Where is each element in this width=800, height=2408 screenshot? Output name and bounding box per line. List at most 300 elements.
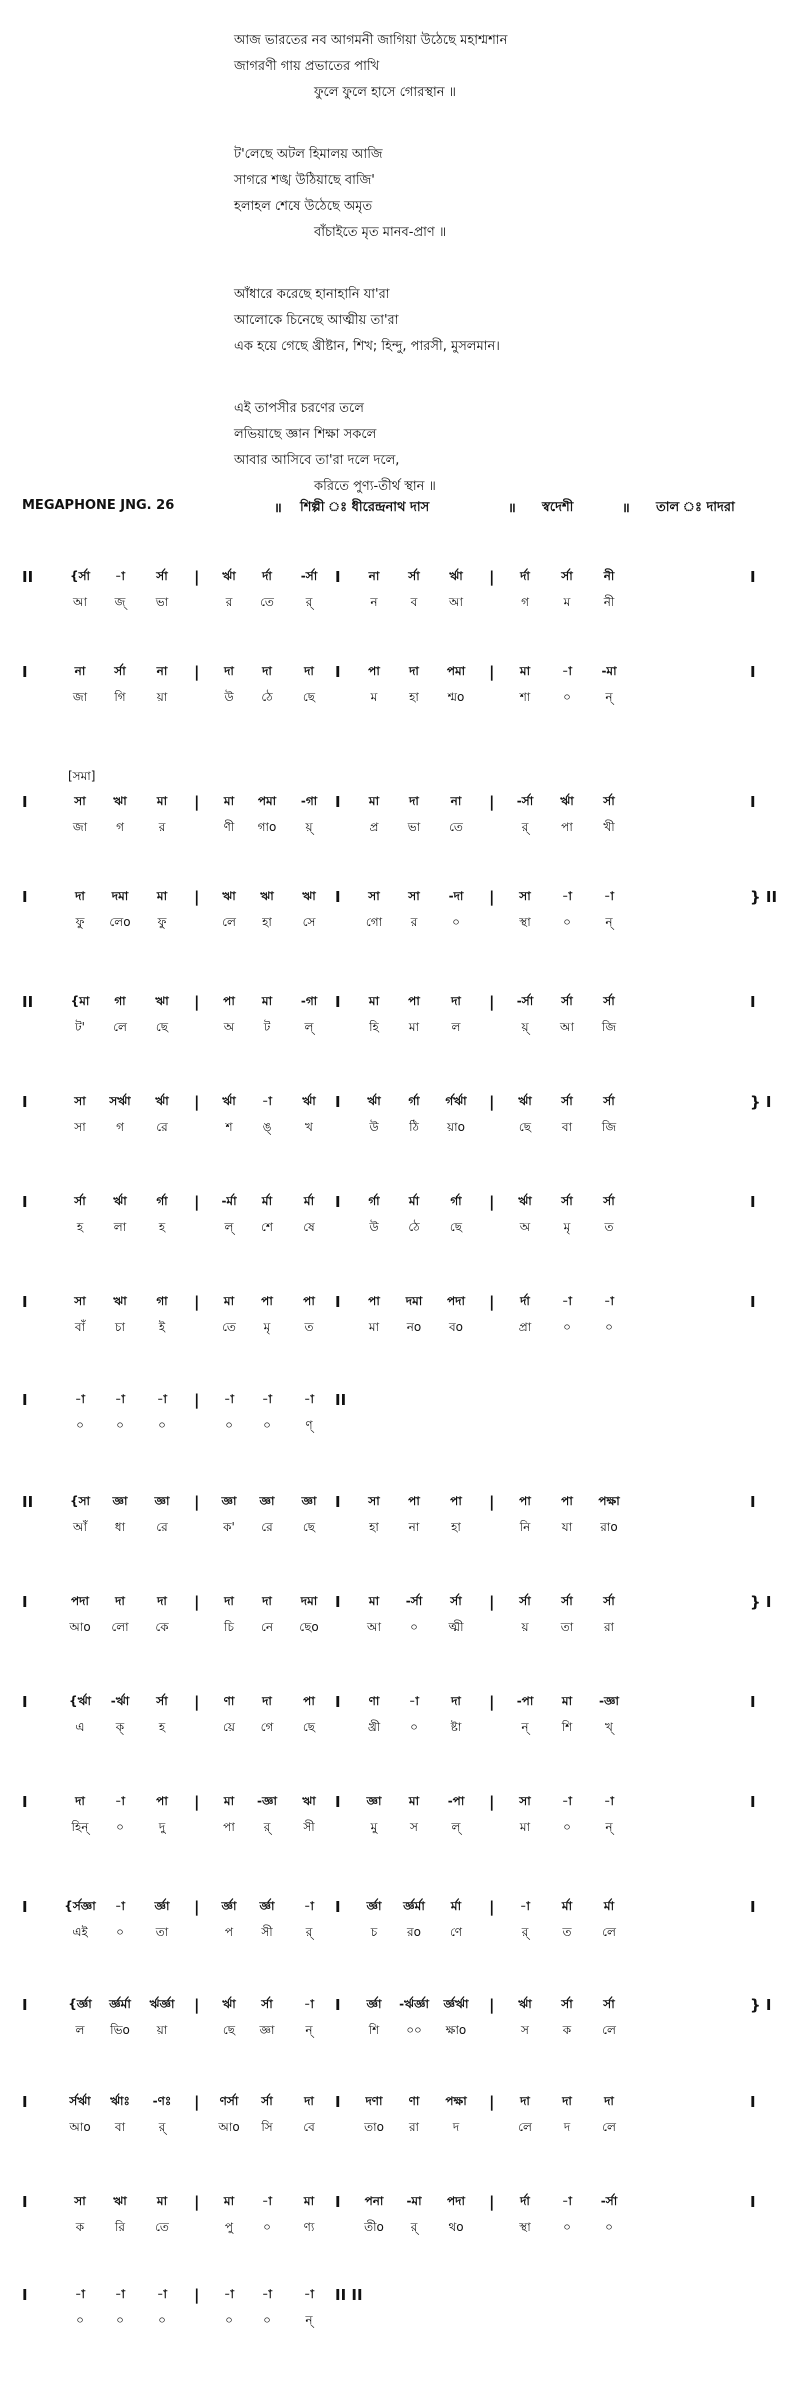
swara-note: র্সা (74, 1194, 86, 1208)
lyric-syllable: র্ (521, 1925, 529, 1939)
swara-note: জ্ঞা (366, 1794, 382, 1808)
lyric-syllable: ল্ (224, 1220, 234, 1234)
lyric-syllable: লে (602, 2120, 616, 2134)
barline: I (335, 1693, 341, 1711)
swara-note: -া (604, 1294, 614, 1308)
record-number: MEGAPHONE JNG. 26 (22, 498, 175, 513)
lyric-syllable: ক (562, 2023, 572, 2037)
swara-note: -া (115, 1392, 125, 1406)
swara-note: পা (408, 1494, 420, 1508)
lyric-syllable: লা (113, 1220, 127, 1234)
lyric-syllable: নী (603, 595, 615, 609)
swara-note: দা (157, 1594, 167, 1608)
lyric-syllable: আ (73, 595, 87, 609)
poem-line: লভিয়াছে জ্ঞান শিক্ষা সকলে (234, 427, 377, 442)
lyric-syllable: উ (369, 1120, 379, 1134)
lyric-syllable: চা (115, 1320, 125, 1334)
swara-note: পদা (447, 1294, 465, 1308)
swara-note: পা (368, 1294, 380, 1308)
poem-line: আলোকে চিনেছে আত্মীয় তা'রা (234, 313, 399, 328)
swara-note: -া (262, 2287, 272, 2301)
swara-note: দমা (300, 1594, 318, 1608)
swara-note: দা (262, 1594, 272, 1608)
lyric-syllable: ভা (407, 820, 421, 834)
beat-divider: | (489, 1693, 495, 1711)
swara-note: র্জ্ঞর্মা (403, 1899, 425, 1913)
beat-divider: | (489, 993, 495, 1011)
notation-row (22, 2283, 782, 2347)
lyric-syllable: ক' (223, 1520, 235, 1534)
swara-note: সা (408, 889, 420, 903)
barline-end: I (750, 1193, 756, 1211)
notation-row (22, 1895, 782, 1959)
poem-line: এই তাপসীর চরণের তলে (234, 401, 364, 416)
swara-note: ঋা (113, 794, 127, 808)
lyric-syllable: ভিo (110, 2023, 130, 2037)
notation-row (22, 990, 782, 1054)
lyric-syllable: ০ (605, 1320, 613, 1334)
lyric-syllable: নo (406, 1320, 422, 1334)
lyric-syllable: ছে (518, 1120, 532, 1134)
lyric-syllable: ন্ (305, 2313, 313, 2327)
beat-divider: | (489, 1293, 495, 1311)
beat-divider: | (489, 1793, 495, 1811)
lyric-syllable: গি (114, 690, 126, 704)
lyric-syllable: ছেo (299, 1620, 319, 1634)
lyric-syllable: ট (263, 1020, 271, 1034)
lyric-syllable: সী (261, 1925, 273, 1939)
swara-note: দা (451, 1694, 461, 1708)
swara-note: র্গা (450, 1194, 462, 1208)
swara-note: র্ঋর্জ্ঞা (149, 1997, 175, 2011)
barline: I (335, 568, 341, 586)
swara-note: মা (156, 2194, 168, 2208)
barline-end: I (750, 2093, 756, 2111)
barline-end: I (750, 1793, 756, 1811)
swara-note: দা (262, 1694, 272, 1708)
lyric-syllable: ণ্য (303, 2220, 315, 2234)
beat-divider: | (489, 2093, 495, 2111)
barline: I (335, 2193, 341, 2211)
lyric-syllable: খ্রী (367, 1720, 381, 1734)
lyric-syllable: ০ (116, 1820, 124, 1834)
poem-line: জাগরণী গায় প্রভাতের পাখি (234, 59, 380, 74)
barline-start: I (22, 1193, 28, 1211)
swara-note: জ্ঞা (112, 1494, 128, 1508)
lyric-syllable: ছে (302, 1520, 316, 1534)
swara-note: মা (561, 1694, 573, 1708)
lyric-syllable: ছে (302, 1720, 316, 1734)
poem-stanza (234, 396, 654, 500)
poem-line: আবার আসিবে তা'রা দলে দলে, (234, 453, 400, 468)
poem-line: সাগরে শঙ্খ উঠিয়াছে বাজি' (234, 173, 375, 188)
swara-note: র্গা (368, 1194, 380, 1208)
lyric-syllable: ণে (449, 1925, 463, 1939)
barline-end: I (750, 1493, 756, 1511)
lyric-syllable: গো (365, 915, 383, 929)
swara-note: {সা (70, 1494, 90, 1508)
swara-note: -া (604, 1794, 614, 1808)
swara-note: র্সা (114, 664, 126, 678)
swara-note: দা (224, 1594, 234, 1608)
lyric-syllable: ল (451, 1020, 461, 1034)
poem-line: হলাহল শেষে উঠেছে অমৃত (234, 199, 373, 214)
barline-start: I (22, 793, 28, 811)
swara-note: মা (156, 889, 168, 903)
beat-divider: | (489, 1898, 495, 1916)
lyric-syllable: রাo (600, 1520, 618, 1534)
swara-note: র্জ্ঞর্মা (109, 1997, 131, 2011)
lyric-syllable: তে (449, 820, 463, 834)
swara-note: র্দা (520, 2194, 530, 2208)
barline-start: I (22, 2193, 28, 2211)
lyric-syllable: পা (223, 1820, 235, 1834)
swara-note: -া (604, 889, 614, 903)
lyric-syllable: ০ (225, 2313, 233, 2327)
lyric-syllable: প্র (369, 820, 379, 834)
swara-note: -ণঃ (152, 2094, 172, 2108)
swara-note: জ্ঞা (154, 1494, 170, 1508)
barline-end: I (750, 2193, 756, 2211)
swara-note: -া (75, 2287, 85, 2301)
lyric-syllable: পু (224, 2220, 234, 2234)
lyric-syllable: র (225, 595, 233, 609)
lyric-syllable: ন্ (521, 1720, 529, 1734)
swara-note: সা (519, 889, 531, 903)
swara-note: পা (450, 1494, 462, 1508)
swara-note: না (74, 664, 86, 678)
lyric-syllable: ত (604, 1220, 614, 1234)
beat-divider: | (194, 993, 200, 1011)
swara-note: র্মা (303, 1194, 315, 1208)
lyric-syllable: না (408, 1520, 420, 1534)
lyric-syllable: রে (261, 1520, 273, 1534)
swara-note: -া (262, 1392, 272, 1406)
swara-note: র্সা (519, 1594, 531, 1608)
lyric-syllable: লে (222, 915, 236, 929)
lyric-syllable: রি (114, 2220, 126, 2234)
lyric-syllable: ক (75, 2220, 85, 2234)
swara-note: দমা (111, 889, 129, 903)
beat-divider: | (194, 888, 200, 906)
poem-stanza (234, 142, 654, 246)
lyric-syllable: ষে (303, 1220, 315, 1234)
lyric-syllable: ০ (158, 1418, 166, 1432)
swara-note: র্জ্ঞা (259, 1899, 275, 1913)
swara-note: র্গা (408, 1094, 420, 1108)
barline: I (335, 1293, 341, 1311)
lyric-syllable: ০ (563, 690, 571, 704)
lyric-syllable: খী (603, 820, 615, 834)
swara-note: -া (562, 889, 572, 903)
swara-note: র্ঋা (222, 1997, 236, 2011)
lyric-syllable: সি (261, 2120, 273, 2134)
lyric-syllable: ষ্টা (450, 1720, 462, 1734)
lyric-syllable: ০ (158, 2313, 166, 2327)
notation-row (22, 565, 782, 629)
swara-note: মা (368, 1594, 380, 1608)
swara-note: সা (368, 1494, 380, 1508)
swara-note: জ্ঞা (301, 1494, 317, 1508)
lyric-syllable: য়্ (521, 1020, 529, 1034)
lyric-syllable: ছে (155, 1020, 169, 1034)
swara-note: -া (115, 569, 125, 583)
swara-note: দা (604, 2094, 614, 2108)
swara-note: মা (223, 1294, 235, 1308)
lyric-syllable: ০ (410, 1620, 418, 1634)
lyric-syllable: হা (369, 1520, 379, 1534)
swara-note: মা (303, 2194, 315, 2208)
barline-end: } I (750, 1093, 772, 1111)
lyric-syllable: র্ (305, 595, 313, 609)
lyric-syllable: ট' (75, 1020, 85, 1034)
lyric-syllable: বা (561, 1120, 573, 1134)
beat-divider: | (489, 2193, 495, 2211)
swara-note: -পা (516, 1694, 534, 1708)
barline-start: II (22, 568, 34, 586)
lyric-syllable: তা (155, 1925, 169, 1939)
swara-note: দা (409, 794, 419, 808)
lyric-syllable: ০ (563, 1820, 571, 1834)
swara-note: র্ঋা (113, 1194, 127, 1208)
lyric-syllable: আo (69, 2120, 91, 2134)
swara-note: দা (409, 664, 419, 678)
lyric-syllable: জি (601, 1120, 617, 1134)
swara-note: র্ঋা (222, 569, 236, 583)
barline: I (335, 1093, 341, 1111)
lyric-syllable: র্ (263, 1820, 271, 1834)
lyric-syllable: ফু (157, 915, 167, 929)
swara-note: পা (156, 1794, 168, 1808)
lyric-syllable: ঙ্ (262, 1120, 272, 1134)
lyric-syllable: চ (370, 1925, 378, 1939)
lyric-syllable: প (224, 1925, 234, 1939)
lyric-syllable: র্ (521, 820, 529, 834)
swara-note: র্ঋা (518, 1194, 532, 1208)
swara-note: র্সা (561, 1594, 573, 1608)
swara-note: র্সা (561, 1997, 573, 2011)
barline-start: I (22, 1898, 28, 1916)
swara-note: র্ঋা (560, 794, 574, 808)
notation-row (22, 2190, 782, 2254)
swara-note: র্ঋা (449, 569, 463, 583)
swara-note: না (450, 794, 462, 808)
barline-start: I (22, 2093, 28, 2111)
lyric-syllable: রে (156, 1520, 168, 1534)
barline-start: II (22, 1493, 34, 1511)
swara-note: -া (262, 1094, 272, 1108)
swara-note: -া (157, 2287, 167, 2301)
swara-note: -া (115, 2287, 125, 2301)
swara-note: -া (304, 1392, 314, 1406)
barline: I (335, 2093, 341, 2111)
lyric-syllable: আ (367, 1620, 381, 1634)
lyric-syllable: জা (72, 820, 88, 834)
poem-line: আজ ভারতের নব আগমনী জাগিয়া উঠেছে মহাশ্মশান (234, 33, 508, 48)
lyric-syllable: ন্ (605, 915, 613, 929)
tala-label: তাল ঃ দাদরা (656, 500, 735, 515)
lyric-syllable: শে (261, 1220, 273, 1234)
lyric-syllable: আঁ (73, 1520, 87, 1534)
swara-note: র্সা (561, 569, 573, 583)
beat-divider: | (194, 2286, 200, 2304)
swara-note: ঋা (113, 1294, 127, 1308)
lyric-syllable: ০ (263, 1418, 271, 1432)
swara-note: দা (304, 2094, 314, 2108)
swara-note: {র্সা (70, 569, 90, 583)
swara-note: দমা (405, 1294, 423, 1308)
swara-note: ণা (408, 2094, 420, 2108)
barline-start: I (22, 1391, 28, 1409)
notation-row (22, 660, 782, 724)
lyric-syllable: পা (561, 820, 573, 834)
swara-note: দা (224, 664, 234, 678)
swara-note: সা (74, 2194, 86, 2208)
notation-row (22, 1388, 782, 1452)
swara-note: দা (451, 994, 461, 1008)
lyric-syllable: ০ (410, 1720, 418, 1734)
swara-note: ণা (223, 1694, 235, 1708)
beat-divider: | (194, 2193, 200, 2211)
swara-note: র্সা (561, 994, 573, 1008)
lyric-syllable: বে (303, 2120, 315, 2134)
lyric-syllable: য়্ (305, 820, 313, 834)
barline: I (335, 1996, 341, 2014)
swara-note: -র্সা (516, 994, 534, 1008)
swara-note: -গা (300, 794, 318, 808)
swara-note: পা (223, 994, 235, 1008)
notation-row (22, 769, 782, 854)
barline-end: I (750, 568, 756, 586)
lyric-syllable: শ (225, 1120, 233, 1134)
swara-note: র্ঋা (222, 1094, 236, 1108)
swara-note: -র্সা (516, 794, 534, 808)
lyric-syllable: ত্মী (448, 1620, 464, 1634)
swara-note: র্ঋা (518, 1997, 532, 2011)
lyric-syllable: স্থা (519, 915, 531, 929)
swara-note: পদা (447, 2194, 465, 2208)
lyric-syllable: র (410, 915, 418, 929)
swara-note: মা (223, 794, 235, 808)
lyric-syllable: ম (563, 595, 571, 609)
lyric-syllable: গ (116, 1120, 124, 1134)
lyric-syllable: য়ে (223, 1720, 235, 1734)
lyric-syllable: জা (72, 690, 88, 704)
swara-note: সা (519, 1794, 531, 1808)
lyric-syllable: ল (75, 2023, 85, 2037)
beat-divider: | (194, 1193, 200, 1211)
swara-note: ঋা (260, 889, 274, 903)
barline-end: I (750, 1293, 756, 1311)
lyric-syllable: প্রা (518, 1320, 532, 1334)
lyric-syllable: য়াo (447, 1120, 465, 1134)
barline-end: I (750, 1693, 756, 1711)
lyric-syllable: বo (448, 1320, 464, 1334)
swara-note: -র্মা (221, 1194, 237, 1208)
barline: I (335, 1898, 341, 1916)
swara-note: মা (368, 994, 380, 1008)
swara-note: ঋা (302, 1794, 316, 1808)
barline: I (335, 1593, 341, 1611)
lyric-syllable: গে (260, 1720, 274, 1734)
swara-note: র্দা (520, 569, 530, 583)
lyric-syllable: স (521, 2023, 529, 2037)
swara-note: পমা (446, 664, 466, 678)
lyric-syllable: গাo (257, 820, 277, 834)
lyric-syllable: ০ (116, 2313, 124, 2327)
notation-row (22, 1090, 782, 1154)
barline-end: } II (750, 888, 778, 906)
swara-note: র্ঋা (302, 1094, 316, 1108)
barline-start: I (22, 1093, 28, 1111)
barline-end: } I (750, 1593, 772, 1611)
swara-note: পক্ষা (598, 1494, 620, 1508)
lyric-syllable: ণ্ (305, 1418, 313, 1432)
header-separator: ॥ (622, 501, 630, 516)
lyric-syllable: শি (368, 2023, 380, 2037)
lyric-syllable: ঠে (408, 1220, 420, 1234)
lyric-syllable: ত (562, 1925, 572, 1939)
swara-note: র্সা (450, 1594, 462, 1608)
lyric-syllable: দ (563, 2120, 571, 2134)
swara-note: -া (409, 1694, 419, 1708)
lyric-syllable: মা (408, 1020, 420, 1034)
lyric-syllable: বাঁ (74, 1320, 86, 1334)
swara-note: র্ঋা (367, 1094, 381, 1108)
swara-note: -া (304, 1997, 314, 2011)
lyric-syllable: ত (304, 1320, 314, 1334)
swara-note: -া (224, 1392, 234, 1406)
lyric-syllable: আ (449, 595, 463, 609)
swara-note: {র্সজ্ঞা (64, 1899, 96, 1913)
swara-note: র্সা (561, 1194, 573, 1208)
lyric-syllable: ০ (563, 2220, 571, 2234)
swara-note: সা (74, 1094, 86, 1108)
swara-note: -া (115, 1899, 125, 1913)
swara-note: -া (562, 2194, 572, 2208)
notation-row (22, 1590, 782, 1654)
lyric-syllable: নি (519, 1520, 531, 1534)
swara-note: দা (115, 1594, 125, 1608)
lyric-syllable: লো (111, 1620, 129, 1634)
barline-end: I (750, 1898, 756, 1916)
lyric-syllable: অ (519, 1220, 531, 1234)
swara-note: -া (562, 664, 572, 678)
lyric-syllable: চি (224, 1620, 234, 1634)
notation-row (22, 1190, 782, 1254)
barline-start: I (22, 2286, 28, 2304)
lyric-syllable: ০ (76, 2313, 84, 2327)
swara-note: র্দা (262, 569, 272, 583)
lyric-syllable: তাo (364, 2120, 384, 2134)
lyric-syllable: শ্মo (447, 690, 465, 704)
beat-divider: | (194, 1693, 200, 1711)
lyric-syllable: র্ (410, 2220, 418, 2234)
swara-note: র্মা (408, 1194, 420, 1208)
swara-note: -া (562, 1794, 572, 1808)
lyric-syllable: ফু (75, 915, 85, 929)
swara-note: না (368, 569, 380, 583)
barline: I (335, 1193, 341, 1211)
swara-note: মা (519, 664, 531, 678)
lyric-syllable: গ (521, 595, 529, 609)
lyric-syllable: তা (560, 1620, 574, 1634)
lyric-syllable: জি (601, 1020, 617, 1034)
barline-start: I (22, 1693, 28, 1711)
swara-note: র্সা (603, 1094, 615, 1108)
swara-note: দণা (365, 2094, 383, 2108)
lyric-syllable: ন্ (305, 2023, 313, 2037)
